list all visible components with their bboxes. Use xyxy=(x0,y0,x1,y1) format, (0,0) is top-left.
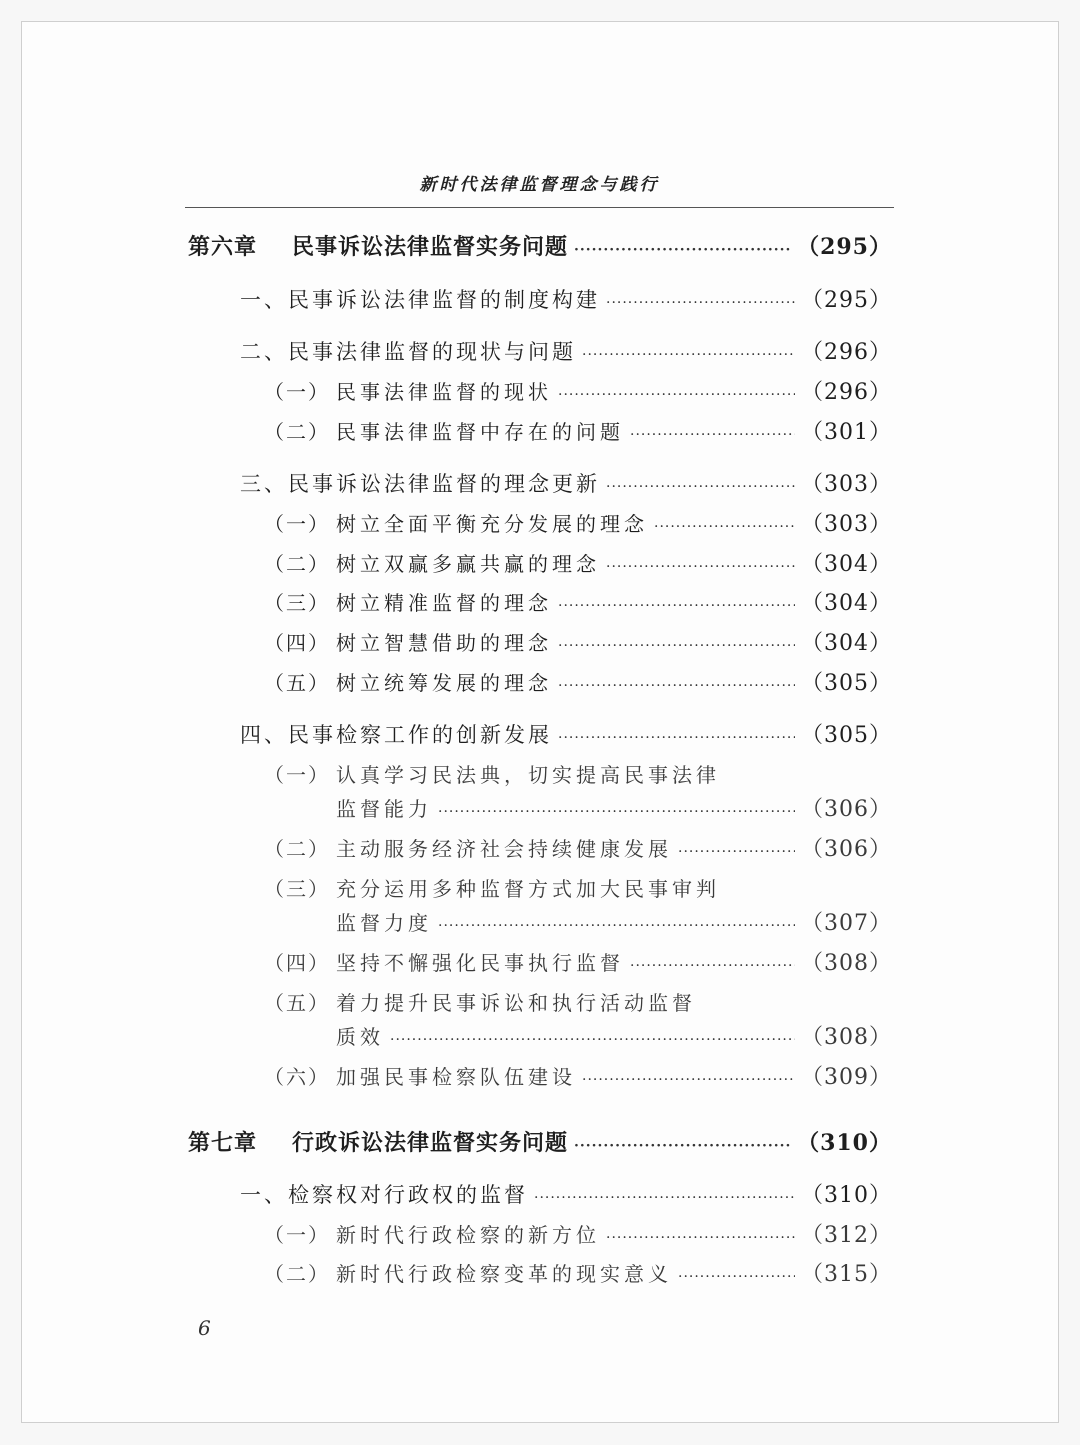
subsection-title: 新时代行政检察的新方位 xyxy=(336,1223,600,1247)
leader-dots xyxy=(558,631,795,661)
leader-dots xyxy=(630,951,795,981)
subsection-title: 民事法律监督中存在的问题 xyxy=(336,420,624,444)
leader-dots xyxy=(606,288,795,318)
page-ref: （315） xyxy=(801,1262,892,1287)
toc-subsection xyxy=(264,760,720,790)
leader-dots xyxy=(678,1262,795,1292)
page-ref: （308） xyxy=(801,951,892,976)
subsection-label: （三） xyxy=(264,591,330,615)
subsection-title: 民事法律监督的现状 xyxy=(336,380,552,404)
subsection-title: 坚持不懈强化民事执行监督 xyxy=(336,951,624,975)
subsection-title: 着力提升民事诉讼和执行活动监督 xyxy=(336,991,696,1015)
subsection-title-continued: 监督能力 xyxy=(336,797,432,821)
toc-subsection-continued xyxy=(336,794,892,824)
page-ref: （295） xyxy=(801,288,892,313)
leader-dots xyxy=(558,671,795,701)
page-ref: （306） xyxy=(801,797,892,822)
leader-dots xyxy=(606,472,795,502)
toc-subsection xyxy=(264,509,892,539)
leader-dots xyxy=(654,512,795,542)
toc-subsection xyxy=(264,668,892,698)
leader-dots xyxy=(678,837,795,867)
toc-chapter xyxy=(188,232,892,262)
leader-dots xyxy=(534,1183,795,1213)
leader-dots xyxy=(630,420,795,450)
leader-dots xyxy=(438,911,795,941)
toc-section xyxy=(240,1180,892,1210)
subsection-title: 树立精准监督的理念 xyxy=(336,591,552,615)
page-ref: （308） xyxy=(801,1025,892,1050)
page-ref: （312） xyxy=(801,1223,892,1248)
header-rule xyxy=(185,207,894,208)
subsection-label: （二） xyxy=(264,552,330,576)
toc-subsection xyxy=(264,1220,892,1250)
subsection-title: 树立全面平衡充分发展的理念 xyxy=(336,512,648,536)
subsection-title: 树立双赢多赢共赢的理念 xyxy=(336,552,600,576)
section-title: 三、民事诉讼法律监督的理念更新 xyxy=(240,472,600,496)
leader-dots xyxy=(574,1131,791,1161)
page-ref: （303） xyxy=(801,472,892,497)
toc-subsection xyxy=(264,874,720,904)
subsection-label: （五） xyxy=(264,991,330,1015)
page-ref: （304） xyxy=(801,552,892,577)
toc-chapter xyxy=(188,1128,892,1158)
chapter-title: 行政诉讼法律监督实务问题 xyxy=(292,1130,569,1156)
toc-subsection xyxy=(264,948,892,978)
leader-dots xyxy=(558,380,795,410)
leader-dots xyxy=(582,1065,795,1095)
toc-subsection xyxy=(264,1062,892,1092)
toc-section xyxy=(240,469,892,499)
subsection-label: （六） xyxy=(264,1065,330,1089)
subsection-title: 主动服务经济社会持续健康发展 xyxy=(336,837,672,861)
running-head: 新时代法律监督理念与践行 xyxy=(419,175,660,195)
toc-subsection-continued xyxy=(336,1022,892,1052)
leader-dots xyxy=(606,1223,795,1253)
leader-dots xyxy=(558,591,795,621)
page-ref: （301） xyxy=(801,420,892,445)
toc-subsection xyxy=(264,834,892,864)
page-ref: （303） xyxy=(801,512,892,537)
toc-section xyxy=(240,337,892,367)
toc-subsection xyxy=(264,549,892,579)
subsection-label: （一） xyxy=(264,512,330,536)
subsection-label: （二） xyxy=(264,420,330,444)
subsection-title: 新时代行政检察变革的现实意义 xyxy=(336,1262,672,1286)
leader-dots xyxy=(438,797,795,827)
chapter-title: 民事诉讼法律监督实务问题 xyxy=(292,234,569,260)
page-ref: （296） xyxy=(801,380,892,405)
page-number: 6 xyxy=(198,1316,211,1340)
toc-subsection xyxy=(264,417,892,447)
page-ref: （310） xyxy=(801,1183,892,1208)
subsection-title: 认真学习民法典，切实提高民事法律 xyxy=(336,763,720,787)
subsection-label: （五） xyxy=(264,671,330,695)
leader-dots xyxy=(390,1025,795,1055)
section-title: 二、民事法律监督的现状与问题 xyxy=(240,340,576,364)
page-ref: （304） xyxy=(801,631,892,656)
subsection-label: （一） xyxy=(264,380,330,404)
subsection-label: （二） xyxy=(264,1262,330,1286)
toc-subsection xyxy=(264,988,696,1018)
subsection-label: （三） xyxy=(264,877,330,901)
section-title: 一、民事诉讼法律监督的制度构建 xyxy=(240,288,600,312)
toc-subsection xyxy=(264,628,892,658)
toc-subsection xyxy=(264,377,892,407)
page-ref: （304） xyxy=(801,591,892,616)
leader-dots xyxy=(574,235,791,265)
chapter-number: 第七章 xyxy=(188,1130,258,1156)
subsection-title-continued: 监督力度 xyxy=(336,911,432,935)
leader-dots xyxy=(606,552,795,582)
subsection-label: （二） xyxy=(264,837,330,861)
page-ref: （307） xyxy=(801,911,892,936)
page-ref: （306） xyxy=(801,837,892,862)
page-ref: （310） xyxy=(797,1130,892,1156)
toc-section xyxy=(240,720,892,750)
subsection-label: （一） xyxy=(264,1223,330,1247)
page-ref: （309） xyxy=(801,1065,892,1090)
leader-dots xyxy=(558,723,795,753)
subsection-label: （四） xyxy=(264,951,330,975)
toc-subsection xyxy=(264,588,892,618)
subsection-title: 加强民事检察队伍建设 xyxy=(336,1065,576,1089)
section-title: 四、民事检察工作的创新发展 xyxy=(240,723,552,747)
subsection-label: （一） xyxy=(264,763,330,787)
toc-subsection xyxy=(264,1259,892,1289)
toc-section xyxy=(240,285,892,315)
leader-dots xyxy=(582,340,795,370)
subsection-title: 树立智慧借助的理念 xyxy=(336,631,552,655)
subsection-label: （四） xyxy=(264,631,330,655)
section-title: 一、检察权对行政权的监督 xyxy=(240,1183,528,1207)
page-ref: （305） xyxy=(801,671,892,696)
subsection-title-continued: 质效 xyxy=(336,1025,384,1049)
subsection-title: 充分运用多种监督方式加大民事审判 xyxy=(336,877,720,901)
page-ref: （295） xyxy=(797,234,892,260)
page-ref: （296） xyxy=(801,340,892,365)
page-ref: （305） xyxy=(801,723,892,748)
chapter-number: 第六章 xyxy=(188,234,258,260)
toc-subsection-continued xyxy=(336,908,892,938)
subsection-title: 树立统筹发展的理念 xyxy=(336,671,552,695)
